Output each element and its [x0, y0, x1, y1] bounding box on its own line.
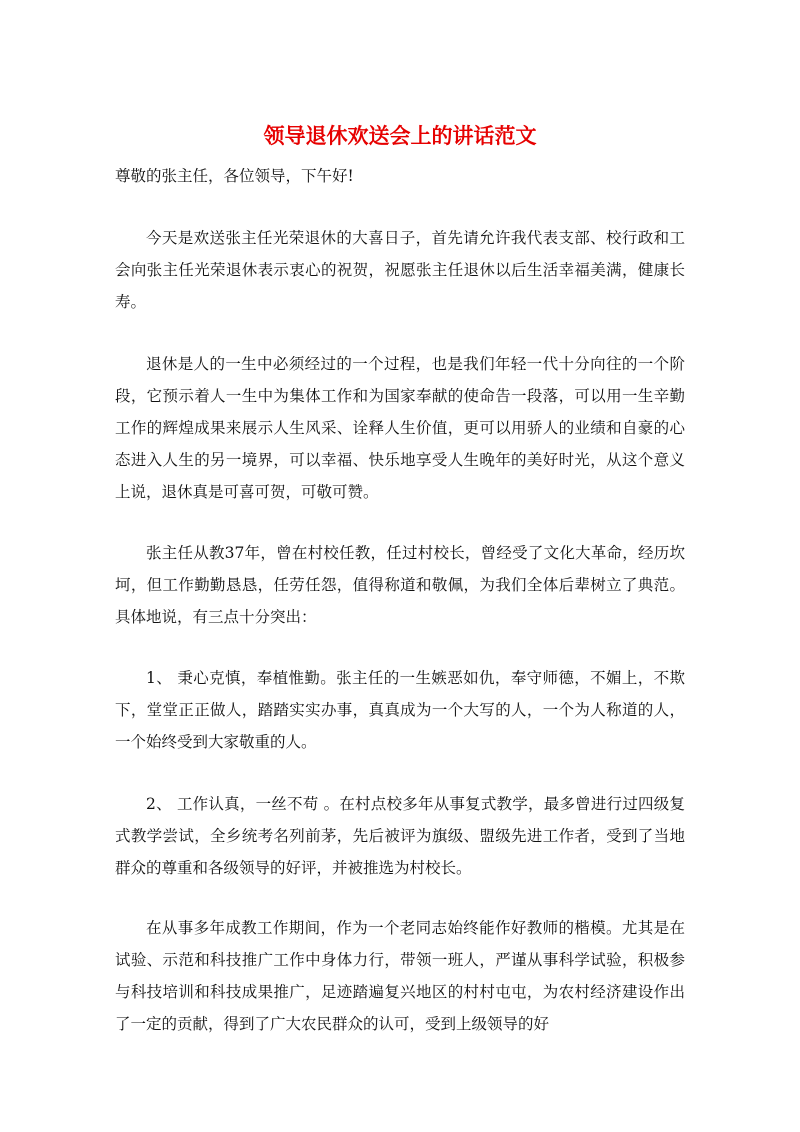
paragraph-5: 2、 工作认真，一丝不苟 。在村点校多年从事复式教学，最多曾进行过四级复式教学尝试，全乡统考名列前茅，先后被评为旗级、盟级先进工作者，受到了当地群众的尊重和各级领导的好评，并被推选为村校长。	[115, 795, 685, 877]
paragraph-3: 张主任从教37年，曾在村校任教，任过村校长，曾经受了文化大革命，经历坎坷，但工作勤勤恳恳，任劳任怨，值得称道和敬佩，为我们全体后辈树立了典范。具体地说，有三点十分突出：	[115, 544, 685, 626]
paragraph-4: 1、 秉心克慎，奉植惟勤。张主任的一生嫉恶如仇，奉守师德，不媚上，不欺下，堂堂正正做人，踏踏实实办事，真真成为一个大写的人，一个为人称道的人，一个始终受到大家敬重的人。	[115, 669, 685, 751]
document-title: 领导退休欢送会上的讲话范文	[263, 124, 537, 148]
greeting-line: 尊敬的张主任，各位领导，下午好!	[115, 167, 354, 185]
paragraph-2: 退休是人的一生中必须经过的一个过程，也是我们年轻一代十分向往的一个阶段，它预示着人一生中为集体工作和为国家奉献的使命告一段落，可以用一生辛勤工作的辉煌成果来展示人生风采、诠释人生价值，更可以用骄人的业绩和自豪的心态进入人生的另一境界，可以幸福、快乐地享受人生晚年的美好时光，从这个意义上说，退休真是可喜可贺，可敬可赞。	[115, 355, 685, 501]
paragraph-1: 今天是欢送张主任光荣退休的大喜日子，首先请允许我代表支部、校行政和工会向张主任光荣退休表示衷心的祝贺，祝愿张主任退休以后生活幸福美满，健康长寿。	[115, 229, 685, 311]
paragraph-6: 在从事多年成教工作期间，作为一个老同志始终能作好教师的楷模。尤其是在试验、示范和科技推广工作中身体力行，带领一班人，严谨从事科学试验，积极参与科技培训和科技成果推广，足迹踏遍复兴地区的村村屯屯，为农村经济建设作出了一定的贡献，得到了广大农民群众的认可，受到上级领导的好	[115, 919, 685, 1033]
